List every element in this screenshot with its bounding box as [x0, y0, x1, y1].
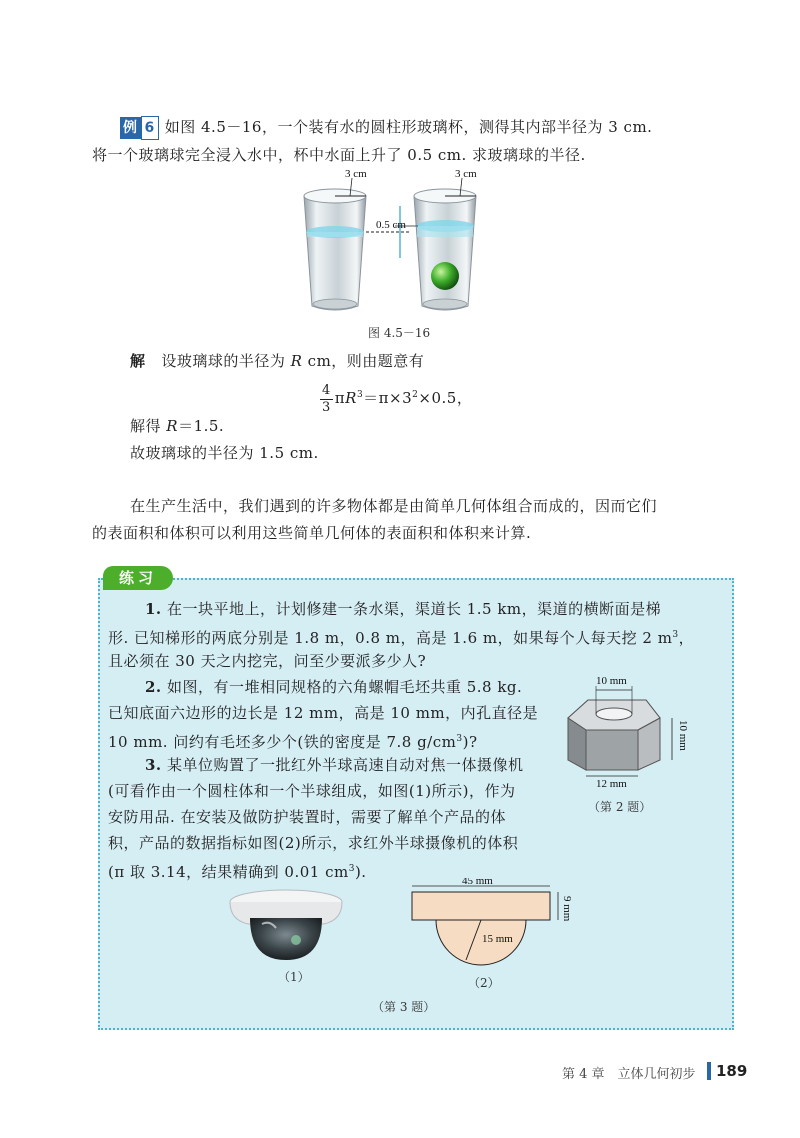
glasses-figure	[290, 166, 510, 318]
example-tag: 例	[120, 117, 141, 139]
q2-line-1	[145, 676, 522, 698]
solution-text-1b: cm，则由题意有	[302, 352, 425, 370]
solution-equation	[320, 377, 472, 416]
q2-line-3	[108, 728, 478, 753]
camera-caption: （1）	[278, 970, 310, 984]
q3-text-5a: (π 取 3.14，结果精确到 0.01 cm	[108, 863, 349, 881]
q1-text-2b: ，	[678, 629, 695, 647]
frac-numerator: 4	[322, 382, 331, 398]
q3-line-3: 安防用品. 在安装及做防护装置时，需要了解单个产品的体	[108, 808, 507, 826]
eq-rest: ＝π×3	[363, 389, 413, 407]
q3-line-2: (可看作由一个圆柱体和一个半球组成，如图(1)所示)，作为	[108, 782, 516, 800]
q1-line-1	[145, 598, 661, 620]
eq-rest-exp: 2	[412, 390, 419, 400]
frac-denominator: 3	[322, 399, 331, 415]
q1-number: 1.	[145, 600, 162, 618]
solution-line-4: 故玻璃球的半径为 1.5 cm.	[130, 444, 319, 462]
left-glass	[304, 189, 366, 310]
solution-var-1: R	[290, 352, 303, 370]
nut-bottom-label: 12 mm	[596, 778, 627, 788]
label-radius-right: 3 cm	[455, 168, 477, 180]
page-number: 189	[716, 1062, 748, 1080]
diagram-top-label: 45 mm	[462, 878, 493, 887]
eq-exp: 3	[356, 390, 364, 400]
paragraph-line-1: 在生产生活中，我们遇到的许多物体都是由简单几何体组合而成的，因而它们	[130, 497, 658, 515]
right-glass	[414, 189, 476, 310]
solution-line-3	[130, 415, 224, 437]
eq-var: R	[345, 389, 357, 407]
example-text-1: 如图 4.5－16，一个装有水的圆柱形玻璃杯，测得其内部半径为 3 cm.	[164, 118, 653, 136]
q2-exp: 3	[456, 734, 463, 744]
solution-line-1	[130, 350, 424, 372]
eq-tail: ×0.5，	[418, 389, 473, 407]
solution-text-1a: 设玻璃球的半径为	[161, 352, 291, 370]
solution-lead: 解	[130, 352, 146, 370]
footer-chapter: 第 4 章 立体几何初步	[562, 1067, 696, 1082]
q3-text-5b: ).	[354, 863, 367, 881]
camera-picture	[226, 884, 346, 964]
glass-ball	[431, 262, 459, 290]
example-line-2: 将一个玻璃球完全浸入水中，杯中水面上升了 0.5 cm. 求玻璃球的半径.	[92, 146, 586, 164]
q1-line-3: 且必须在 30 天之内挖完，问至少要派多少人?	[108, 652, 427, 670]
example-number: 6	[141, 116, 159, 140]
q1-exp: 3	[672, 630, 679, 640]
solution-var-3: R	[166, 417, 179, 435]
label-water-rise: 0.5 cm	[376, 219, 406, 231]
example-line-1	[120, 116, 652, 140]
diagram-caption: （2）	[468, 976, 500, 990]
eq-pi: π	[334, 389, 346, 407]
q3-exp: 3	[348, 864, 355, 874]
diagram-side-label: 9 mm	[561, 896, 573, 922]
nut-side-label: 10 mm	[677, 720, 689, 751]
q2-text-3a: 10 mm. 问约有毛坯多少个(铁的密度是 7.8 g/cm	[108, 733, 457, 751]
solution-text-3a: 解得	[130, 417, 167, 435]
q3-text-1: 某单位购置了一批红外半球高速自动对焦一体摄像机	[161, 756, 524, 774]
label-radius-left: 3 cm	[345, 168, 367, 180]
figure1-caption: 图 4.5－16	[368, 326, 431, 340]
paragraph-line-2: 的表面积和体积可以利用这些简单几何体的表面积和体积来计算.	[92, 524, 532, 542]
q2-line-2: 已知底面六边形的边长是 12 mm，高是 10 mm，内孔直径是	[108, 704, 539, 722]
nut-caption: （第 2 题）	[588, 800, 652, 814]
q3-number: 3.	[145, 756, 162, 774]
q2-text-1: 如图，有一堆相同规格的六角螺帽毛坯共重 5.8 kg.	[161, 678, 523, 696]
nut-top-label: 10 mm	[596, 675, 627, 687]
q3-line-4: 积，产品的数据指标如图(2)所示，求红外半球摄像机的体积	[108, 834, 519, 852]
q3-caption: （第 3 题）	[372, 1000, 436, 1014]
q2-text-3b: )?	[462, 733, 478, 751]
practice-title: 练习	[103, 566, 173, 590]
q1-line-2	[108, 624, 694, 649]
q2-number: 2.	[145, 678, 162, 696]
diagram-radius-label: 15 mm	[482, 933, 513, 945]
q3-line-5	[108, 858, 367, 883]
q3-line-1	[145, 754, 523, 776]
hex-nut-figure	[560, 670, 700, 788]
camera-diagram	[404, 878, 574, 974]
footer-divider	[707, 1062, 711, 1080]
q1-text-1: 在一块平地上，计划修建一条水渠，渠道长 1.5 km，渠道的横断面是梯	[161, 600, 662, 618]
solution-text-3b: ＝1.5.	[178, 417, 225, 435]
q1-text-2a: 形. 已知梯形的两底分别是 1.8 m，0.8 m，高是 1.6 m，如果每个人每天挖 2 m	[108, 629, 673, 647]
fraction-4-3	[320, 383, 333, 416]
